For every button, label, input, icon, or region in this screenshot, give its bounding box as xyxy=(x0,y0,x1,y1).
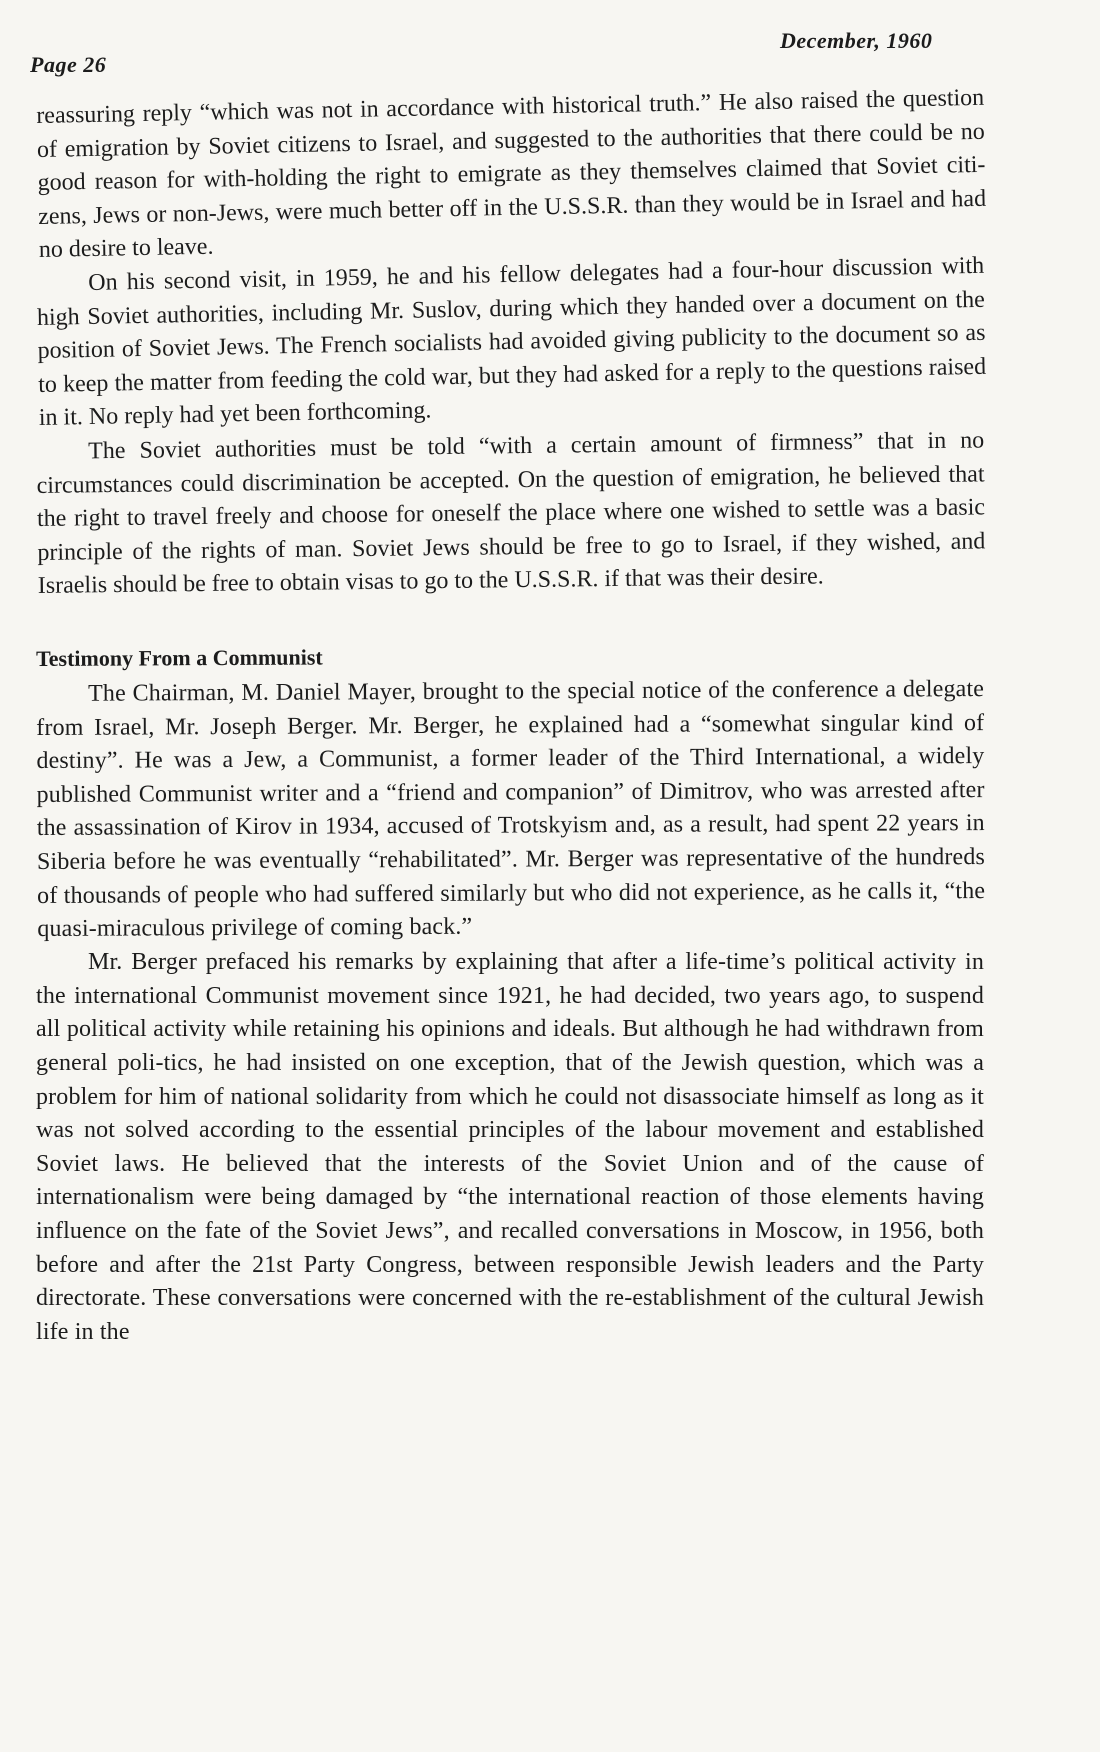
paragraph: reassuring reply “which was not in accordance with historical truth.” He also raised the question of emigration by Soviet citizens to Israel, and suggested to the authorities that there could be no good reason for with-holding the right to emigrate as they themselves claimed that Soviet citi-zens, Jews or non-Jews, were much better off in the U.S.S.R. than they would be in Israel and had no desire to leave. xyxy=(36,84,987,264)
paragraph: Mr. Berger prefaced his remarks by explaining that after a life-time’s political activity in the international Communist movement since 1921, he had decided, two years ago, to suspend all political activity while retaining his opinions and ideals. But although he had withdrawn from general poli-tics, he had insisted on one exception, that of the Jewish question, which was a problem for him of national solidarity from which he could not disassociate himself as long as it was not solved according to the essential principles of the labour movement and established Soviet laws. He believed that the interests of the Soviet Union and of the cause of internationalism were being damaged by “the international reaction of those elements having influence on the fate of the Soviet Jews”, and recalled conversations in Moscow, in 1956, both before and after the 21st Party Congress, between responsible Jewish leaders and the Party directorate. These conversations were concerned with the re-establishment of the cultural Jewish life in the xyxy=(36,949,984,1345)
page-number: Page 26 xyxy=(30,52,107,77)
issue-date: December, 1960 xyxy=(780,28,933,53)
paragraph: The Soviet authorities must be told “with a certain amount of firmness” that in no circumstances could discrimination be accepted. On the question of emigration, he believed that the right to travel freely and choose for oneself the place where one wished to settle was a basic principle of the rights of man. Soviet Jews should be free to go to Israel, if they wished, and Israelis should be free to obtain visas to go to the U.S.S.R. if that was their desire. xyxy=(36,427,986,600)
section-heading: Testimony From a Communist xyxy=(36,644,323,671)
paragraph: The Chairman, M. Daniel Mayer, brought to the special notice of the conference a delegate from Israel, Mr. Joseph Berger. Mr. Berger, he explained had a “somewhat singular kind of destiny”. He was a Jew, a Communist, a former leader of the Third International, a widely published Communist writer and a “friend and companion” of Dimitrov, who was arrested after the assassination of Kirov in 1934, accused of Trotskyism and, as a result, had spent 22 years in Siberia before he was eventually “rehabilitated”. Mr. Berger was representative of the hundreds of thousands of people who had suffered similarly but who did not experience, as he calls it, “the quasi-miraculous privilege of coming back.” xyxy=(36,675,986,942)
paragraph: On his second visit, in 1959, he and his fellow delegates had a four-hour discussion with high Soviet authorities, including Mr. Suslov, during which they handed over a document on the position of Soviet Jews. The French socialists had avoided giving publicity to the document so as to keep the matter from feeding the cold war, but they had asked for a reply to the questions raised in it. No reply had yet been forthcoming. xyxy=(36,252,987,432)
article-body xyxy=(36,84,987,1349)
